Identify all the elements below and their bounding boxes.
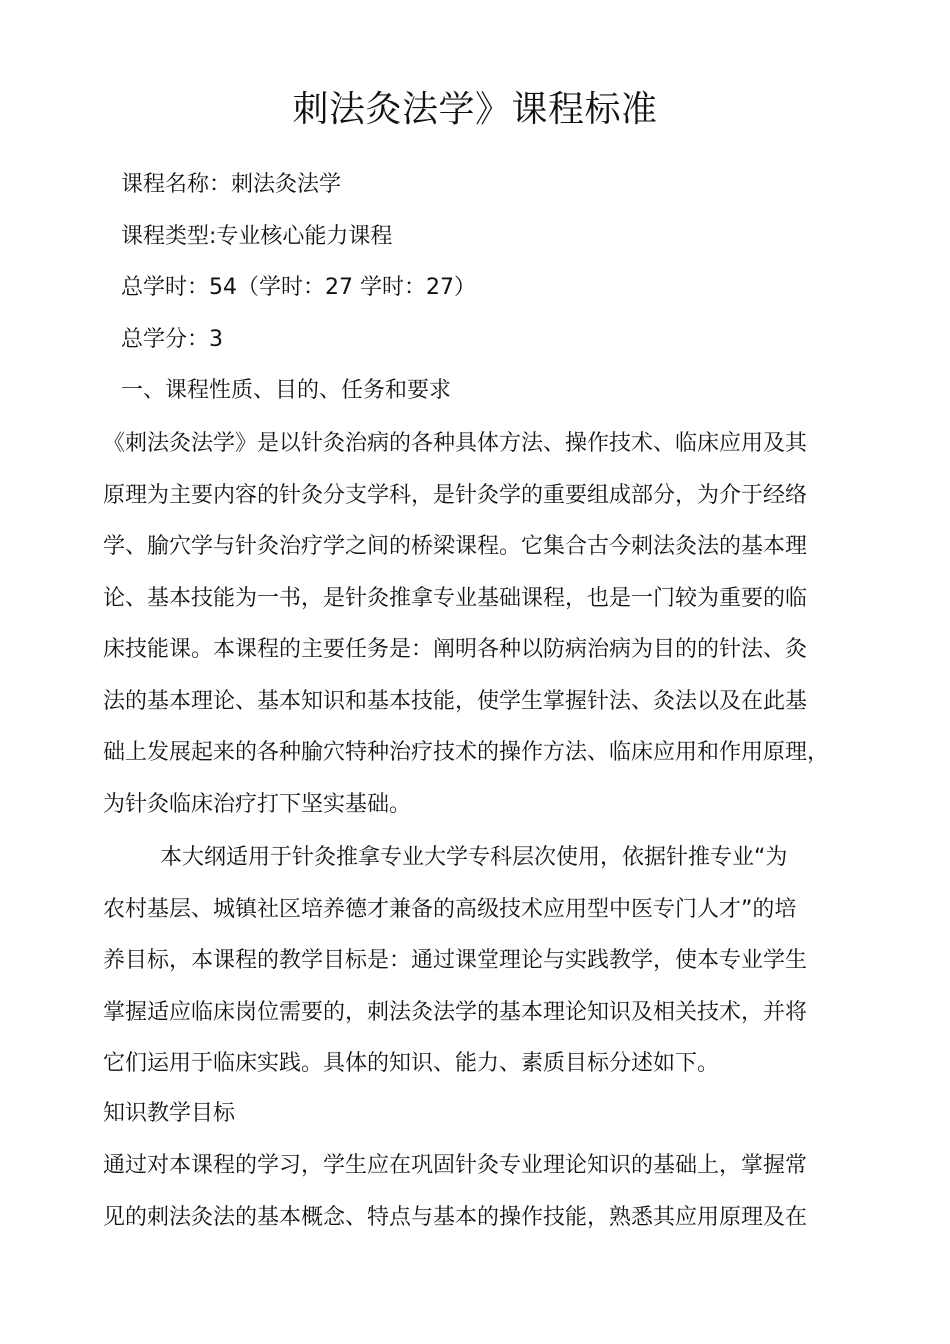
paragraph-line: 为针灸临床治疗打下坚实基础。 xyxy=(103,791,412,817)
paragraph-line: 养目标，本课程的教学目标是：通过课堂理论与实践教学，使本专业学生 xyxy=(103,948,808,973)
paragraph-line: 床技能课。本课程的主要任务是：阐明各种以防病治病为目的的针法、灸 xyxy=(103,637,808,662)
paragraph-knowledge-objectives xyxy=(103,1140,868,1243)
page-title: 刺法灸法学》课程标准 xyxy=(292,89,658,130)
sub-heading-knowledge-objectives: 知识教学目标 xyxy=(103,1101,236,1126)
paragraph-line: 掌握适应临床岗位需要的，刺法灸法学的基本理论知识及相关技术，并将 xyxy=(103,999,808,1025)
paragraph-line: 《刺法灸法学》是以针灸治病的各种具体方法、操作技术、临床应用及其 xyxy=(103,431,808,456)
paragraph-line: 学、腧穴学与针灸治疗学之间的桥梁课程。它集合古今刺法灸法的基本理 xyxy=(103,534,808,559)
paragraph-teaching-objectives xyxy=(103,832,868,1090)
course-type-line: 课程类型:专业核心能力课程 xyxy=(121,224,393,249)
paragraph-line: 见的刺法灸法的基本概念、特点与基本的操作技能，熟悉其应用原理及在 xyxy=(103,1204,808,1230)
paragraph-course-nature xyxy=(103,418,868,830)
paragraph-line: 通过对本课程的学习，学生应在巩固针灸专业理论知识的基础上，掌握常 xyxy=(103,1153,808,1178)
paragraph-line: 农村基层、城镇社区培养德才兼备的高级技术应用型中医专门人才”的培 xyxy=(103,896,797,922)
paragraph-line: 法的基本理论、基本知识和基本技能，使学生掌握针法、灸法以及在此基 xyxy=(103,688,808,714)
total-credits-line: 总学分：3 xyxy=(121,327,223,352)
paragraph-line: 原理为主要内容的针灸分支学科，是针灸学的重要组成部分，为介于经络 xyxy=(103,482,808,508)
paragraph-line: 它们运用于临床实践。具体的知识、能力、素质目标分述如下。 xyxy=(103,1051,720,1076)
paragraph-line: 本大纲适用于针灸推拿专业大学专科层次使用，依据针推专业“为 xyxy=(160,845,788,870)
paragraph-line: 论、基本技能为一书，是针灸推拿专业基础课程，也是一门较为重要的临 xyxy=(103,585,808,611)
section-heading-nature-purpose: 一、课程性质、目的、任务和要求 xyxy=(121,378,452,403)
course-name-line: 课程名称：刺法灸法学 xyxy=(121,172,342,197)
total-hours-line: 总学时：54（学时：27 学时：27） xyxy=(121,275,476,300)
paragraph-line: 础上发展起来的各种腧穴特种治疗技术的操作方法、临床应用和作用原理， xyxy=(103,740,830,765)
